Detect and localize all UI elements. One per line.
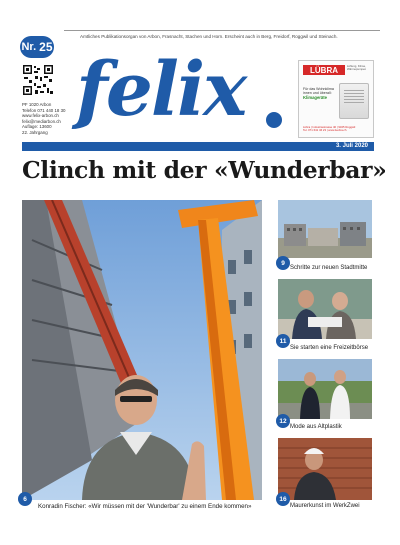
side-caption-3[interactable]: Mode aus Altplastik xyxy=(290,424,342,430)
ad-line: Für das Wohnklima xyxy=(303,87,334,91)
ad-brand-logo: LÜBRA xyxy=(303,65,345,75)
side-story-photo-4[interactable] xyxy=(278,438,372,500)
imprint-line: Auflage: 13600 xyxy=(22,124,52,130)
luebra-advertisement[interactable] xyxy=(298,60,374,138)
issue-date: 3. Juli 2020 xyxy=(335,143,368,149)
side-story-photo-1[interactable] xyxy=(278,200,372,258)
ad-highlight: Klimageräte xyxy=(303,94,327,100)
page-badge-11: 11 xyxy=(276,334,290,348)
imprint-line: 22. Jahrgang xyxy=(22,129,48,135)
main-story-photo[interactable] xyxy=(22,200,262,500)
ad-text xyxy=(303,87,337,100)
side-caption-4[interactable]: Maurerkunst im WerkZwei xyxy=(290,503,360,509)
ad-footer xyxy=(303,126,369,133)
imprint xyxy=(22,102,82,136)
lead-headline[interactable]: Clinch mit der «Wunderbar» xyxy=(22,156,387,184)
page-badge-main: 6 xyxy=(18,492,32,506)
imprint-line: Telefon 071 440 18 30 xyxy=(22,107,66,113)
page-badge-12: 12 xyxy=(276,414,290,428)
top-rule xyxy=(64,30,380,31)
issue-badge xyxy=(20,36,54,58)
masthead-tagline: Amtliches Publikationsorgan von Arbon, Frasnacht, Stachen und Horn. Erscheint auch in Berg, Freidorf, Roggwil und Steinach. xyxy=(80,34,338,39)
side-story-photo-3[interactable] xyxy=(278,359,372,419)
felix-logo: felix xyxy=(76,47,246,133)
qr-code-icon xyxy=(22,64,54,96)
side-story-photo-2[interactable] xyxy=(278,279,372,339)
page-badge-9: 9 xyxy=(276,256,290,270)
side-caption-1[interactable]: Schritte zur neuen Stadtmitte xyxy=(290,265,368,271)
date-bar xyxy=(22,142,374,151)
side-caption-2[interactable]: Sie starten eine Freizeitbörse xyxy=(290,345,369,351)
ad-line: innen und überall: xyxy=(303,91,332,96)
ad-footer-line: Lübra | Industriestrasse 40 | 9325 Roggwil xyxy=(303,124,356,129)
page-badge-16: 16 xyxy=(276,492,290,506)
imprint-line: PF 1020 Arbon xyxy=(22,102,52,107)
logo-dot xyxy=(266,112,282,128)
main-story-caption[interactable]: Konradin Fischer: «Wir müssen mit der 'Wunderbar' zu einem Ende kommen» xyxy=(38,503,252,510)
ad-footer-line: Tel. 071 641 46 23 | www.luebra.ch xyxy=(303,128,347,133)
air-conditioner-image xyxy=(339,83,369,119)
imprint-line: felix@mediarbon.ch xyxy=(22,118,61,124)
imprint-line: www.felix-arbon.ch xyxy=(22,113,59,119)
issue-prefix: Nr. xyxy=(21,41,37,53)
issue-number: 25 xyxy=(39,40,53,54)
ad-brand-subtitle: Lüftung, Klima, Wärmepumpen xyxy=(347,64,367,72)
